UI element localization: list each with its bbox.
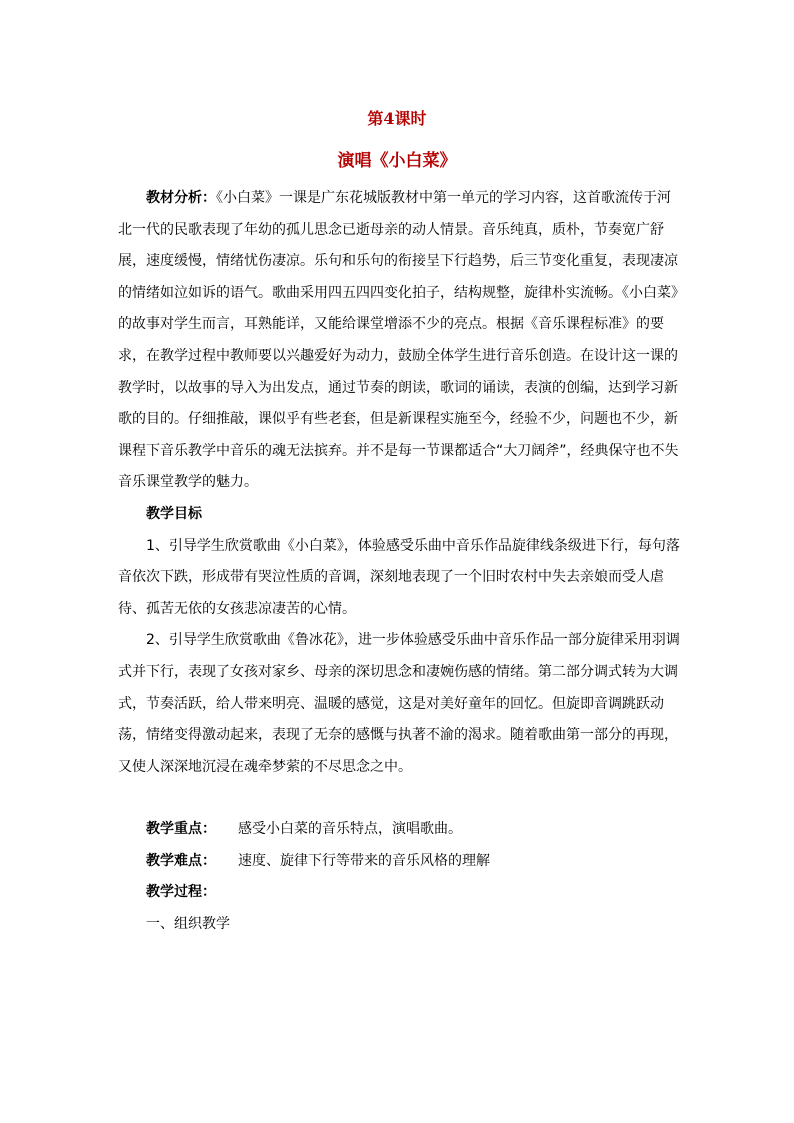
process-label: 教学过程： xyxy=(146,884,216,901)
spacer xyxy=(118,783,684,814)
difficulty-label: 教学难点： xyxy=(146,852,216,869)
lesson-number: 第4课时 xyxy=(367,109,427,128)
key-point-label: 教学重点： xyxy=(146,821,216,838)
document-body xyxy=(118,183,684,941)
key-point-text: 感受小白菜的音乐特点，演唱歌曲。 xyxy=(238,821,462,838)
lesson-title: 演唱《小白菜》 xyxy=(337,151,457,171)
analysis-label: 教材分析： xyxy=(146,190,216,206)
key-point-row xyxy=(118,814,684,846)
goal-item-1: 1、引导学生欣赏歌曲《小白菜》，体验感受乐曲中音乐作品旋律线条级进下行，每句落音依次下跌，形成带有哭泣性质的音调，深刻地表现了一个旧时农村中失去亲娘而受人虐待、孤苦无依的女孩悲凉凄苦的心情。 xyxy=(118,537,680,617)
difficulty-text: 速度、旋律下行等带来的音乐风格的理解 xyxy=(238,852,490,869)
analysis-paragraph xyxy=(118,183,684,499)
analysis-text: 《小白菜》一课是广东花城版教材中第一单元的学习内容，这首歌流传于河北一代的民歌表现了年幼的孤儿思念已逝母亲的动人情景。音乐纯真，质朴，节奏宽广舒展，速度缓慢，情绪忧伤凄凉。乐句和乐句的衔接呈下行趋势，后三节变化重复，表现凄凉的情绪如泣如诉的语气。歌曲采用四五四四变化拍子，结构规整，旋律朴实流畅。《小白菜》的故事对学生而言，耳熟能详，又能给课堂增添不少的亮点。根据《音乐课程标准》的要求，在教学过程中教师要以兴趣爱好为动力，鼓励全体学生进行音乐创造。在设计这一课的教学时，以故事的导入为出发点，通过节奏的朗读，歌词的诵读，表演的创编，达到学习新歌的目的。仔细推敲，课似乎有些老套，但是新课程实施至今，经验不少，问题也不少，新课程下音乐教学中音乐的魂无法摈弃。并不是每一节课都适合“大刀阔斧”，经典保守也不失音乐课堂教学的魅力。 xyxy=(118,190,679,491)
difficulty-row xyxy=(118,846,684,878)
goal-item-2: 2、引导学生欣赏歌曲《鲁冰花》，进一步体验感受乐曲中音乐作品一部分旋律采用羽调式并下行，表现了女孩对家乡、母亲的深切思念和凄婉伤感的情绪。第二部分调式转为大调式，节奏活跃，给人带来明亮、温暖的感觉，这是对美好童年的回忆。但旋即音调跳跃动荡，情绪变得激动起来，表现了无奈的感慨与执著不渝的渴求。随着歌曲第一部分的再现，又使人深深地沉浸在魂牵梦萦的不尽思念之中。 xyxy=(118,632,680,775)
process-row xyxy=(118,877,684,909)
goals-heading: 教学目标 xyxy=(146,505,202,522)
step-1: 一、组织教学 xyxy=(146,916,230,933)
